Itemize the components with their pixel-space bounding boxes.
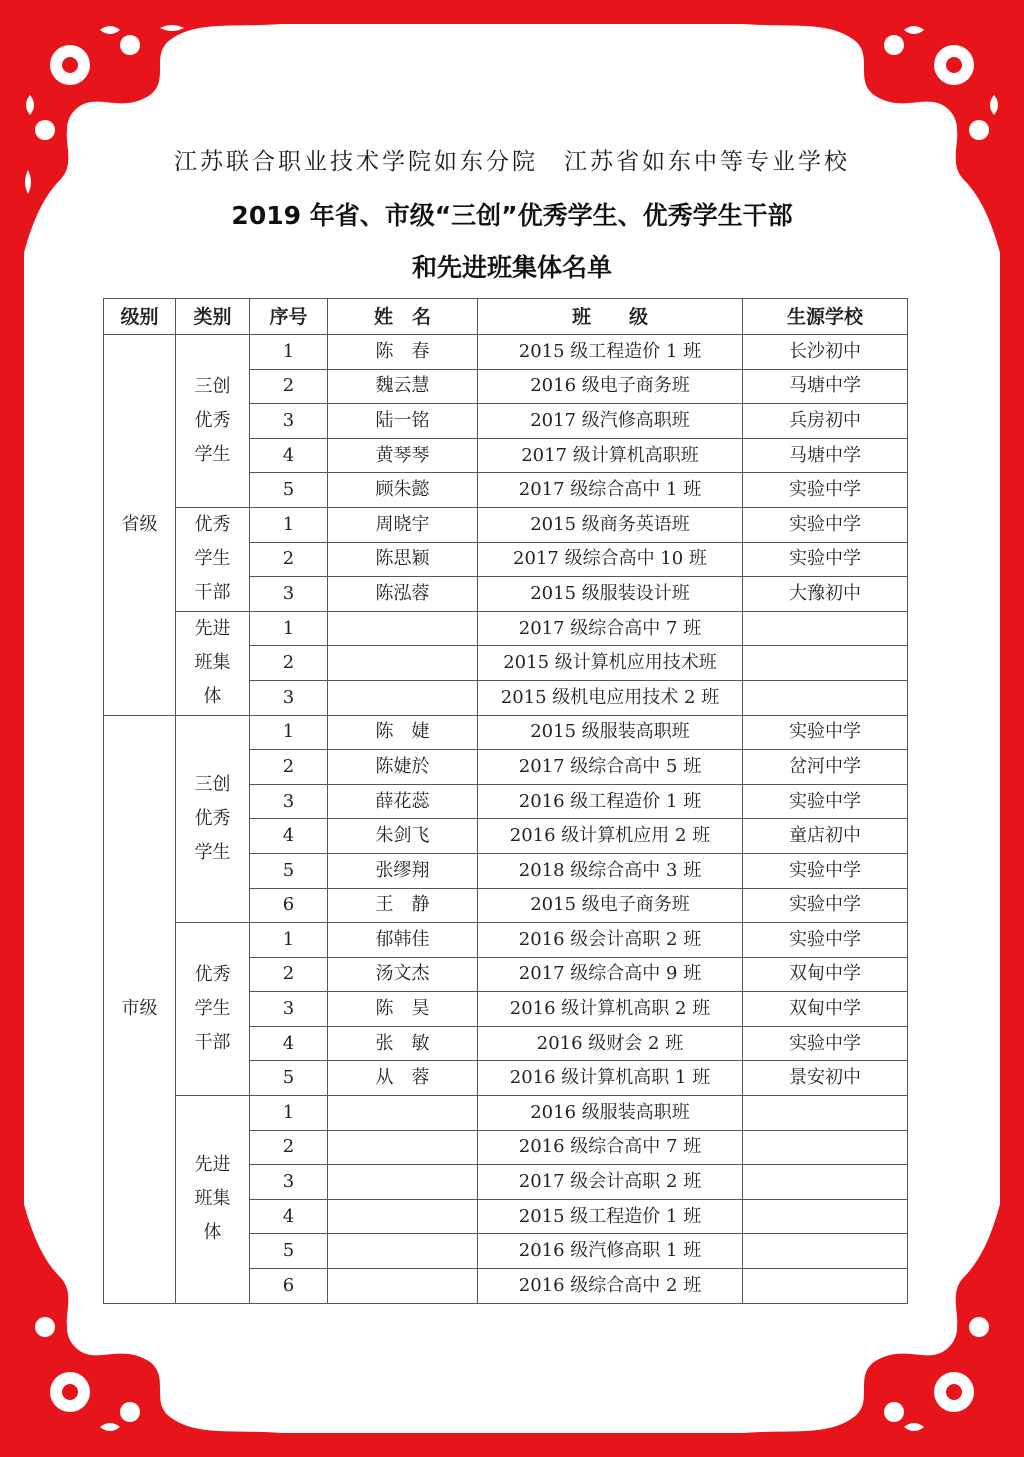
source-school-cell: 实验中学 [743,888,908,923]
number-cell: 1 [250,335,328,370]
name-cell: 陈 春 [328,335,478,370]
header-source-school: 生源学校 [743,299,908,335]
name-cell: 黄琴琴 [328,438,478,473]
name-cell: 汤文杰 [328,957,478,992]
number-cell: 3 [250,784,328,819]
name-cell [328,1130,478,1165]
source-school-cell [743,1199,908,1234]
name-cell [328,611,478,646]
source-school-cell: 实验中学 [743,853,908,888]
class-cell: 2017 级会计高职 2 班 [478,1165,743,1200]
source-school-cell: 实验中学 [743,1026,908,1061]
class-cell: 2016 级计算机高职 1 班 [478,1061,743,1096]
header-number: 序号 [250,299,328,335]
source-school-cell: 实验中学 [743,473,908,508]
source-school-cell [743,680,908,715]
number-cell: 4 [250,1199,328,1234]
source-school-cell: 长沙初中 [743,335,908,370]
class-cell: 2017 级计算机高职班 [478,438,743,473]
class-cell: 2016 级服装高职班 [478,1096,743,1131]
number-cell: 6 [250,888,328,923]
document-subtitle: 和先进班集体名单 [411,253,612,282]
table-row [104,1096,908,1131]
table-row [104,715,908,750]
name-cell: 魏云慧 [328,369,478,404]
class-cell: 2016 级财会 2 班 [478,1026,743,1061]
class-cell: 2016 级工程造价 1 班 [478,784,743,819]
name-cell: 薛花蕊 [328,784,478,819]
source-school-cell: 童店初中 [743,819,908,854]
class-cell: 2016 级会计高职 2 班 [478,923,743,958]
name-cell: 陈泓蓉 [328,577,478,612]
number-cell: 2 [250,1130,328,1165]
class-cell: 2015 级服装设计班 [478,577,743,612]
source-school-cell: 双甸中学 [743,957,908,992]
number-cell: 6 [250,1269,328,1304]
number-cell: 2 [250,957,328,992]
source-school-cell: 双甸中学 [743,992,908,1027]
level-cell: 省级 [104,335,176,716]
class-cell: 2017 级综合高中 1 班 [478,473,743,508]
class-cell: 2015 级工程造价 1 班 [478,335,743,370]
header-name: 姓 名 [328,299,478,335]
source-school-cell: 岔河中学 [743,750,908,785]
category-cell: 先进 班集 体 [176,1096,250,1304]
source-school-cell: 马塘中学 [743,369,908,404]
header-level: 级别 [104,299,176,335]
number-cell: 4 [250,819,328,854]
class-cell: 2016 级综合高中 7 班 [478,1130,743,1165]
table-row [104,335,908,370]
source-school-cell [743,646,908,681]
name-cell [328,1234,478,1269]
name-cell [328,1096,478,1131]
number-cell: 5 [250,473,328,508]
name-cell [328,1199,478,1234]
name-cell: 周晓宇 [328,507,478,542]
name-cell [328,680,478,715]
source-school-cell: 实验中学 [743,507,908,542]
number-cell: 2 [250,369,328,404]
number-cell: 3 [250,680,328,715]
table-row [104,611,908,646]
name-cell: 顾朱懿 [328,473,478,508]
number-cell: 4 [250,1026,328,1061]
number-cell: 1 [250,1096,328,1131]
name-cell [328,646,478,681]
number-cell: 1 [250,715,328,750]
number-cell: 5 [250,853,328,888]
class-cell: 2015 级商务英语班 [478,507,743,542]
source-school-cell [743,1165,908,1200]
name-cell: 朱剑飞 [328,819,478,854]
name-cell: 张 敏 [328,1026,478,1061]
class-cell: 2016 级汽修高职 1 班 [478,1234,743,1269]
class-cell: 2016 级计算机高职 2 班 [478,992,743,1027]
source-school-cell [743,1096,908,1131]
number-cell: 2 [250,646,328,681]
source-school-cell: 兵房初中 [743,404,908,439]
source-school-cell: 实验中学 [743,923,908,958]
source-school-cell: 实验中学 [743,542,908,577]
number-cell: 3 [250,1165,328,1200]
class-cell: 2018 级综合高中 3 班 [478,853,743,888]
category-cell: 先进 班集 体 [176,611,250,715]
name-cell [328,1269,478,1304]
category-cell: 优秀 学生 干部 [176,923,250,1096]
class-cell: 2017 级综合高中 5 班 [478,750,743,785]
source-school-cell: 实验中学 [743,715,908,750]
number-cell: 3 [250,992,328,1027]
honor-roster-table [103,298,908,1304]
name-cell: 从 蓉 [328,1061,478,1096]
header-class: 班 级 [478,299,743,335]
source-school-cell: 大豫初中 [743,577,908,612]
number-cell: 4 [250,438,328,473]
number-cell: 3 [250,404,328,439]
level-cell: 市级 [104,715,176,1303]
name-cell: 张缪翔 [328,853,478,888]
class-cell: 2015 级工程造价 1 班 [478,1199,743,1234]
class-cell: 2017 级综合高中 10 班 [478,542,743,577]
number-cell: 2 [250,750,328,785]
header-category: 类别 [176,299,250,335]
source-school-cell [743,611,908,646]
class-cell: 2015 级计算机应用技术班 [478,646,743,681]
source-school-cell: 景安初中 [743,1061,908,1096]
class-cell: 2016 级电子商务班 [478,369,743,404]
category-cell: 三创 优秀 学生 [176,335,250,508]
category-cell: 三创 优秀 学生 [176,715,250,923]
class-cell: 2015 级电子商务班 [478,888,743,923]
document-title: 2019 年省、市级“三创”优秀学生、优秀学生干部 [231,201,793,230]
number-cell: 1 [250,923,328,958]
number-cell: 3 [250,577,328,612]
number-cell: 5 [250,1061,328,1096]
number-cell: 1 [250,507,328,542]
name-cell: 陈 婕 [328,715,478,750]
source-school-cell: 实验中学 [743,784,908,819]
class-cell: 2017 级综合高中 7 班 [478,611,743,646]
name-cell: 陈婕於 [328,750,478,785]
class-cell: 2017 级综合高中 9 班 [478,957,743,992]
class-cell: 2016 级综合高中 2 班 [478,1269,743,1304]
class-cell: 2015 级机电应用技术 2 班 [478,680,743,715]
number-cell: 5 [250,1234,328,1269]
category-cell: 优秀 学生 干部 [176,507,250,611]
class-cell: 2016 级计算机应用 2 班 [478,819,743,854]
class-cell: 2017 级汽修高职班 [478,404,743,439]
class-cell: 2015 级服装高职班 [478,715,743,750]
source-school-cell: 马塘中学 [743,438,908,473]
source-school-cell [743,1234,908,1269]
name-cell: 王 静 [328,888,478,923]
name-cell: 郁韩佳 [328,923,478,958]
number-cell: 2 [250,542,328,577]
name-cell: 陈 昊 [328,992,478,1027]
name-cell: 陆一铭 [328,404,478,439]
source-school-cell [743,1130,908,1165]
school-name-line: 江苏联合职业技术学院如东分院 江苏省如东中等专业学校 [174,149,850,175]
table-row [104,507,908,542]
table-header-row [104,299,908,335]
name-cell: 陈思颖 [328,542,478,577]
number-cell: 1 [250,611,328,646]
table-row [104,923,908,958]
name-cell [328,1165,478,1200]
source-school-cell [743,1269,908,1304]
